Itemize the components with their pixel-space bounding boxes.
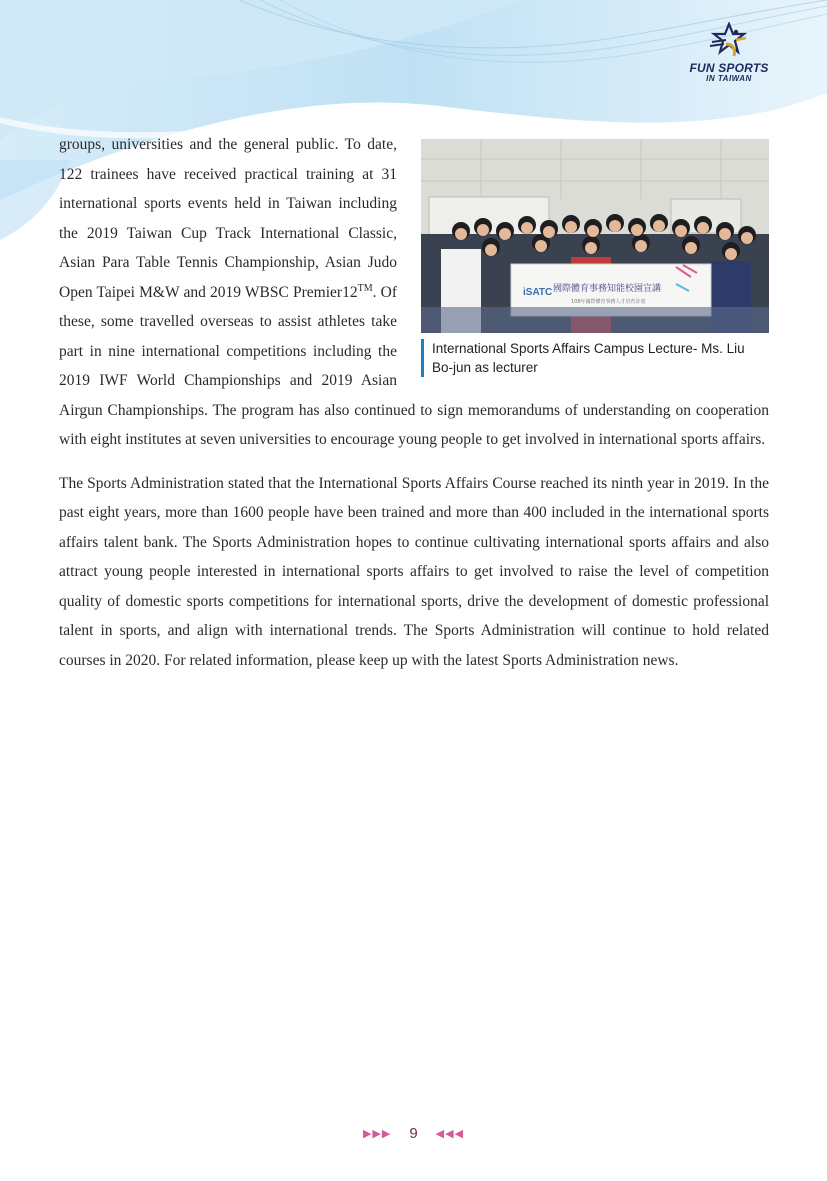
- logo-title: FUN SPORTS: [689, 61, 769, 75]
- page-number: 9: [409, 1124, 418, 1142]
- right-arrows-icon: ▶▶▶: [362, 1126, 392, 1140]
- paragraph-1-continued: . Of these, some travelled overseas to assist athletes take part in nine international competitions including the 2019 IWF World Championships and 2019 Asian Airgun Championships. The program has also continued to sign memorandums of understanding on cooperation with eight institutes at seven universities to encourage young people to get involved in international sports affairs.: [59, 283, 769, 448]
- article-body: [59, 130, 769, 691]
- trademark-mark: TM: [357, 282, 373, 294]
- paragraph-2: The Sports Administration stated that the International Sports Affairs Course reached its ninth year in 2019. In the past eight years, more than 1600 people have been trained and more than 400 included in the international sports affairs talent bank. The Sports Administration hopes to continue cultivating international sports affairs and also attract young people interested in international sports affairs to get involved to raise the level of competition quality of domestic sports competitions for international sports, drive the development of domestic professional talent in sports, and align with international trends. The Sports Administration will continue to hold related courses in 2020. For related information, please keep up with the latest Sports Administration news.: [59, 474, 769, 669]
- logo-subtitle: IN TAIWAN: [706, 74, 752, 83]
- paragraph-1-intro: groups, universities and the general public. To date, 122 trainees have received practical training at 31 international sports events held in Taiwan including the 2019 Taiwan Cup Track International Classic, Asian Para Table Tennis Championship, Asian Judo Open Taipei M&W and 2019 WBSC Premier12: [59, 136, 397, 301]
- campus-lecture-photo: [421, 139, 769, 333]
- banner-logo: iSATC: [523, 287, 553, 298]
- fun-sports-logo: [686, 22, 772, 92]
- group-photo-illustration: [421, 139, 769, 333]
- photo-caption: International Sports Affairs Campus Lecture- Ms. Liu Bo-jun as lecturer: [421, 339, 769, 377]
- left-arrows-icon: ◀◀◀: [435, 1126, 465, 1140]
- photo-figure: [421, 139, 769, 377]
- banner-title: 國際體育事務知能校園宣講: [553, 284, 662, 294]
- banner-subtitle: 108年國際體育事務人才培育計畫: [571, 299, 646, 305]
- page-footer: [0, 1124, 827, 1142]
- runner-star-icon: [706, 22, 752, 62]
